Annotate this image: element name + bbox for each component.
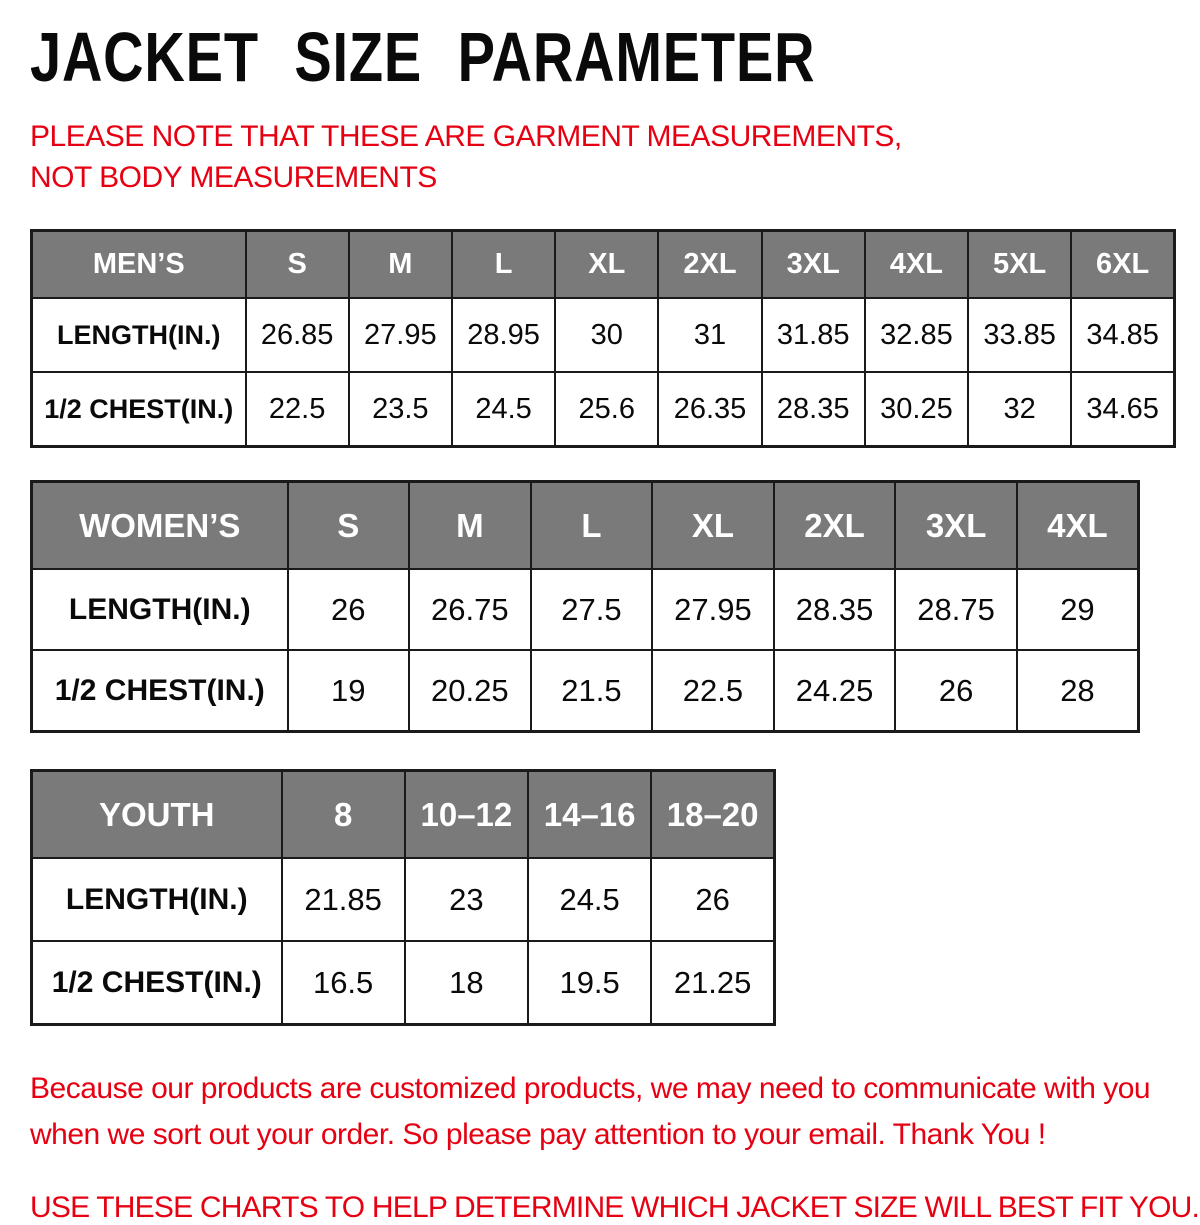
mens-table-title: MEN’S xyxy=(32,230,246,298)
measurement-value: 26.35 xyxy=(658,372,761,446)
row-label: LENGTH(IN.) xyxy=(32,298,246,372)
measurement-value: 20.25 xyxy=(409,650,531,731)
row-label: 1/2 CHEST(IN.) xyxy=(32,372,246,446)
measurement-value: 24.25 xyxy=(774,650,896,731)
measurement-value: 25.6 xyxy=(555,372,658,446)
size-column-header: 5XL xyxy=(968,230,1071,298)
table-row xyxy=(32,569,1139,650)
row-label: 1/2 CHEST(IN.) xyxy=(32,650,288,731)
measurement-value: 26 xyxy=(895,650,1017,731)
measurement-value: 24.5 xyxy=(528,858,651,941)
measurement-value: 32 xyxy=(968,372,1071,446)
measurement-value: 30 xyxy=(555,298,658,372)
measurement-value: 22.5 xyxy=(652,650,774,731)
measurement-value: 26 xyxy=(651,858,774,941)
mens-size-table xyxy=(30,229,1176,448)
measurement-value: 23.5 xyxy=(349,372,452,446)
header-row xyxy=(32,230,1175,298)
measurement-value: 28.95 xyxy=(452,298,555,372)
measurement-value: 33.85 xyxy=(968,298,1071,372)
measurement-value: 19 xyxy=(288,650,410,731)
size-column-header: 4XL xyxy=(1017,481,1139,569)
measurement-value: 24.5 xyxy=(452,372,555,446)
size-column-header: 2XL xyxy=(658,230,761,298)
measurement-value: 28.35 xyxy=(774,569,896,650)
womens-table-title: WOMEN’S xyxy=(32,481,288,569)
measurement-value: 26 xyxy=(288,569,410,650)
measurement-value: 19.5 xyxy=(528,941,651,1024)
measurement-value: 31 xyxy=(658,298,761,372)
measurement-value: 32.85 xyxy=(865,298,968,372)
size-column-header: 3XL xyxy=(762,230,865,298)
size-column-header: XL xyxy=(652,481,774,569)
size-column-header: 10–12 xyxy=(405,770,528,858)
measurement-value: 26.85 xyxy=(246,298,349,372)
page-title: JACKET SIZE PARAMETER xyxy=(30,18,816,96)
size-column-header: S xyxy=(246,230,349,298)
measurement-value: 34.85 xyxy=(1071,298,1174,372)
measurement-value: 21.5 xyxy=(531,650,653,731)
measurement-value: 23 xyxy=(405,858,528,941)
row-label: LENGTH(IN.) xyxy=(32,569,288,650)
measurement-value: 18 xyxy=(405,941,528,1024)
size-column-header: S xyxy=(288,481,410,569)
measurement-value: 26.75 xyxy=(409,569,531,650)
size-column-header: 18–20 xyxy=(651,770,774,858)
table-row xyxy=(32,858,775,941)
garment-measurement-note: PLEASE NOTE THAT THESE ARE GARMENT MEASUREMENTS, NOT BODY MEASUREMENTS xyxy=(30,120,902,195)
chart-usage-instruction: USE THESE CHARTS TO HELP DETERMINE WHICH JACKET SIZE WILL BEST FIT YOU. xyxy=(30,1190,1200,1224)
customization-notice: Because our products are customized products, we may need to communicate with you when we sort out your order. So please pay attention to your email. Thank You ! xyxy=(30,1071,1151,1152)
table-row xyxy=(32,941,775,1024)
womens-size-table-container xyxy=(30,480,1182,733)
measurement-value: 22.5 xyxy=(246,372,349,446)
measurement-value: 21.25 xyxy=(651,941,774,1024)
measurement-value: 16.5 xyxy=(282,941,405,1024)
size-column-header: M xyxy=(409,481,531,569)
size-column-header: M xyxy=(349,230,452,298)
size-column-header: XL xyxy=(555,230,658,298)
row-label: 1/2 CHEST(IN.) xyxy=(32,941,282,1024)
size-column-header: L xyxy=(452,230,555,298)
womens-size-table xyxy=(30,480,1140,733)
mens-size-table-container xyxy=(30,229,1182,448)
row-label: LENGTH(IN.) xyxy=(32,858,282,941)
measurement-value: 28.75 xyxy=(895,569,1017,650)
youth-table-title: YOUTH xyxy=(32,770,282,858)
header-row xyxy=(32,770,775,858)
measurement-value: 27.95 xyxy=(652,569,774,650)
measurement-value: 27.5 xyxy=(531,569,653,650)
youth-size-table xyxy=(30,769,776,1026)
size-column-header: 4XL xyxy=(865,230,968,298)
measurement-value: 34.65 xyxy=(1071,372,1174,446)
measurement-value: 21.85 xyxy=(282,858,405,941)
size-column-header: 2XL xyxy=(774,481,896,569)
header-row xyxy=(32,481,1139,569)
measurement-value: 30.25 xyxy=(865,372,968,446)
table-row xyxy=(32,372,1175,446)
table-row xyxy=(32,298,1175,372)
measurement-value: 28 xyxy=(1017,650,1139,731)
measurement-value: 28.35 xyxy=(762,372,865,446)
measurement-value: 29 xyxy=(1017,569,1139,650)
size-column-header: 3XL xyxy=(895,481,1017,569)
youth-size-table-container xyxy=(30,769,1182,1026)
size-column-header: L xyxy=(531,481,653,569)
size-column-header: 6XL xyxy=(1071,230,1174,298)
size-column-header: 8 xyxy=(282,770,405,858)
table-row xyxy=(32,650,1139,731)
measurement-value: 31.85 xyxy=(762,298,865,372)
measurement-value: 27.95 xyxy=(349,298,452,372)
size-column-header: 14–16 xyxy=(528,770,651,858)
